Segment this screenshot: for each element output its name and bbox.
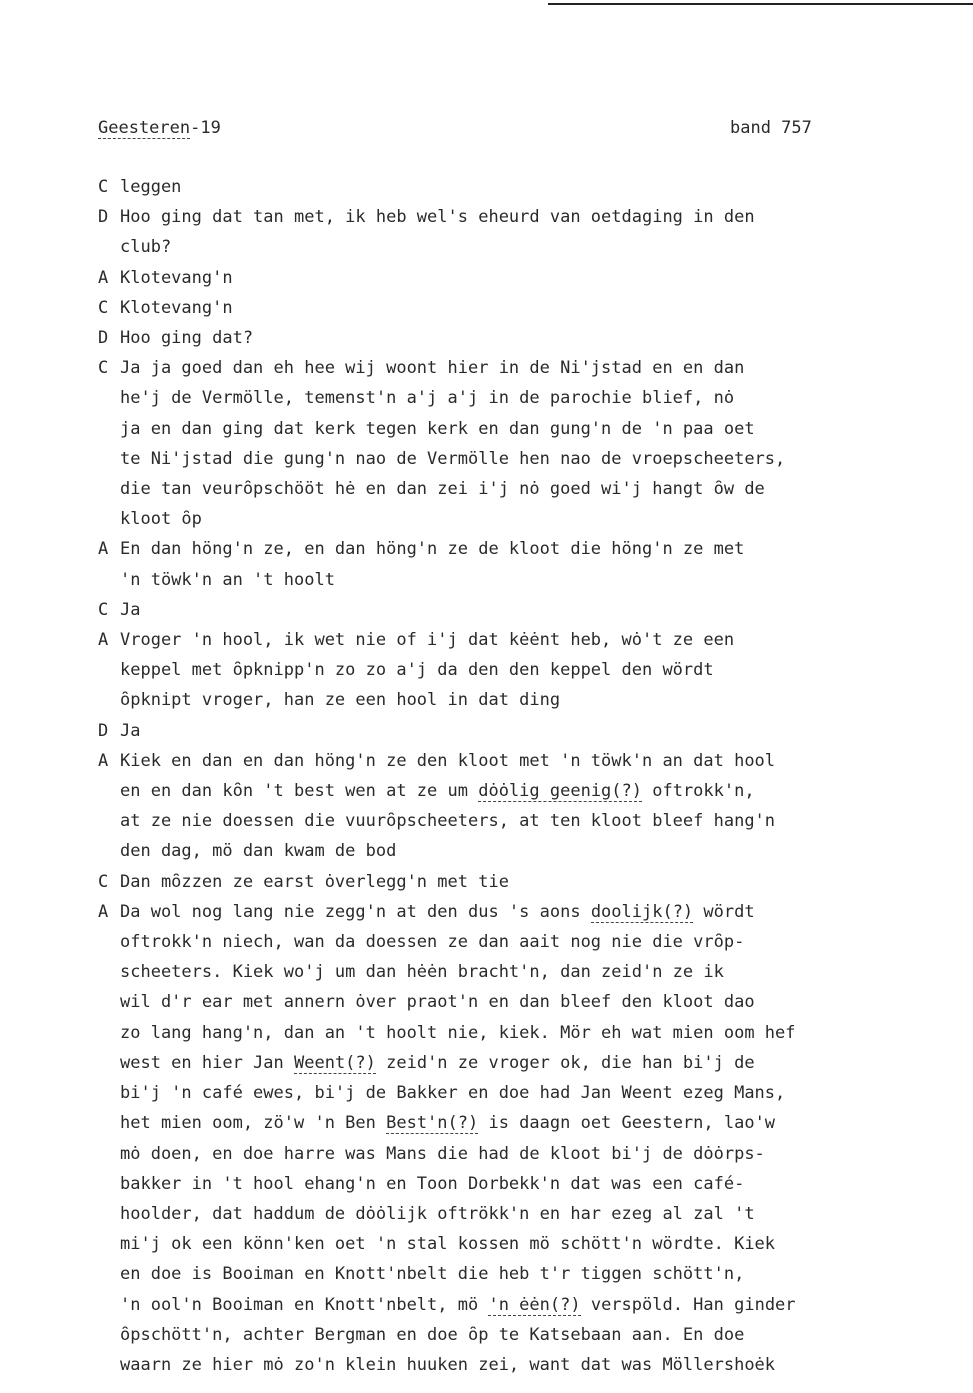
transcript-line: mȯ doen, en doe harre was Mans die had de kloot bi'j de dȯȯrps-: [120, 1143, 765, 1164]
transcript-line: ja en dan ging dat kerk tegen kerk en dan gung'n de 'n paa oet: [120, 418, 755, 439]
transcript-line: die tan veurȏpschööt hė en dan zei i'j nȯ goed wi'j hangt ȏw de: [120, 479, 765, 500]
speaker-label: A: [98, 750, 109, 771]
transcript-turn: [98, 867, 948, 897]
transcript-line: waarn ze hier mȯ zo'n klein huuken zei, want dat was Möllershoėk: [120, 1354, 776, 1375]
underlined-phrase: doolijk(?): [590, 901, 694, 922]
underlined-phrase: dȯȯlig geenig(?): [478, 781, 642, 802]
transcript-turn: [98, 323, 948, 353]
transcript-line: oftrokk'n niech, wan da doessen ze dan aait nog nie die vrȏp-: [120, 932, 745, 953]
transcript-line: Hoo ging dat?: [120, 328, 254, 349]
transcript-line: te Ni'jstad die gung'n nao de Vermölle hen nao de vroepscheeters,: [120, 448, 786, 469]
transcript-line: bi'j 'n café ewes, bi'j de Bakker en doe had Jan Weent ezeg Mans,: [120, 1083, 786, 1104]
transcript-line: leggen: [120, 177, 182, 197]
transcript-line: Klotevang'n: [120, 297, 233, 318]
transcript-turn: [98, 595, 948, 625]
transcript-line: Klotevang'n: [120, 267, 233, 288]
transcript-line: bakker in 't hool ehang'n en Toon Dorbekk'n dat was een café-: [120, 1173, 745, 1194]
speaker-label: C: [98, 297, 109, 318]
underlined-phrase: 'n ėėn(?): [488, 1294, 581, 1315]
underlined-phrase: Weent(?): [294, 1052, 376, 1073]
speaker-label: A: [98, 901, 109, 922]
speaker-label: C: [98, 871, 109, 892]
transcript-line: mi'j ok een könn'ken oet 'n stal kossen mö schött'n wördte. Kiek: [120, 1234, 776, 1255]
transcript-line: club?: [120, 237, 172, 258]
transcript-line: at ze nie doessen die vuurȏpscheeters, at ten kloot bleef hang'n: [120, 811, 776, 832]
transcript-turn: [98, 263, 948, 293]
transcript-line: zo lang hang'n, dan an 't hoolt nie, kiek. Mör eh wat mien oom hef: [120, 1022, 796, 1043]
speaker-label: C: [98, 358, 109, 379]
transcript-line: 'n ool'n Booiman en Knott'nbelt, mö 'n ėėn(?) verspöld. Han ginder: [120, 1294, 796, 1315]
speaker-label: A: [98, 539, 109, 560]
transcript-line: Hoo ging dat tan met, ik heb wel's eheurd van oetdaging in den: [120, 207, 755, 228]
speaker-label: C: [98, 599, 109, 620]
transcript-turn: [98, 897, 948, 1380]
transcript-turn: [98, 746, 948, 867]
speaker-label: A: [98, 267, 109, 288]
speaker-label: D: [98, 328, 109, 349]
transcript-turn: [98, 534, 948, 594]
transcript-line: Vroger 'n hool, ik wet nie of i'j dat kėėnt heb, wȯ't ze een: [120, 630, 735, 651]
transcript-line: wil d'r ear met annern ȯver praot'n en dan bleef den kloot dao: [120, 992, 755, 1013]
transcript-line: ȏpknipt vroger, han ze een hool in dat ding: [120, 690, 561, 711]
transcript-turn: [98, 716, 948, 746]
transcript-line: hoolder, dat haddum de dȯȯlijk oftrökk'n en har ezeg al zal 't: [120, 1203, 755, 1224]
band-label: band 757: [730, 118, 812, 138]
transcript-line: 'n töwk'n an 't hoolt: [120, 569, 335, 590]
document-id: [98, 116, 221, 140]
transcript-line: Da wol nog lang nie zegg'n at den dus 's aons doolijk(?) wördt: [120, 901, 755, 922]
transcript-turn: [98, 293, 948, 323]
underlined-phrase: Best'n(?): [386, 1113, 479, 1134]
speaker-label: D: [98, 207, 109, 228]
transcript-turn: [98, 353, 948, 534]
transcript-line: he'j de Vermölle, temenst'n a'j a'j in de parochie blief, nȯ: [120, 388, 735, 409]
transcript-line: keppel met ȏpknipp'n zo zo a'j da den den keppel den wördt: [120, 660, 714, 681]
transcript-line: het mien oom, zö'w 'n Ben Best'n(?) is daagn oet Geestern, lao'w: [120, 1113, 776, 1134]
transcript: [98, 172, 948, 1380]
transcript-turn: [98, 172, 948, 202]
transcript-line: Kiek en dan en dan höng'n ze den kloot met 'n töwk'n an dat hool: [120, 750, 776, 771]
speaker-label: A: [98, 630, 109, 651]
transcript-line: Ja ja goed dan eh hee wij woont hier in de Ni'jstad en en dan: [120, 358, 745, 379]
transcript-line: west en hier Jan Weent(?) zeid'n ze vroger ok, die han bi'j de: [120, 1052, 755, 1073]
transcript-line: den dag, mö dan kwam de bod: [120, 841, 397, 862]
speaker-label: D: [98, 720, 109, 741]
transcript-line: ȏpschött'n, achter Bergman en doe ȏp te Katsebaan aan. En doe: [120, 1324, 745, 1345]
transcript-line: scheeters. Kiek wo'j um dan hėėn bracht'n, dan zeid'n ze ik: [120, 962, 724, 983]
place-name: Geesteren: [98, 118, 191, 138]
top-rule: [548, 3, 973, 5]
transcript-line: Dan mȏzzen ze earst ȯverlegg'n met tie: [120, 871, 509, 892]
transcript-line: en doe is Booiman en Knott'nbelt die heb t'r tiggen schött'n,: [120, 1264, 745, 1285]
transcript-line: en en dan kȏn 't best wen at ze um dȯȯlig geenig(?) oftrokk'n,: [120, 781, 755, 802]
transcript-line: Ja: [120, 720, 141, 741]
transcript-line: Ja: [120, 599, 141, 620]
transcript-line: kloot ȏp: [120, 509, 202, 530]
document-number: -19: [190, 118, 221, 138]
transcript-turn: [98, 202, 948, 262]
speaker-label: C: [98, 177, 109, 197]
transcript-turn: [98, 625, 948, 716]
transcript-line: En dan höng'n ze, en dan höng'n ze de kloot die höng'n ze met: [120, 539, 745, 560]
